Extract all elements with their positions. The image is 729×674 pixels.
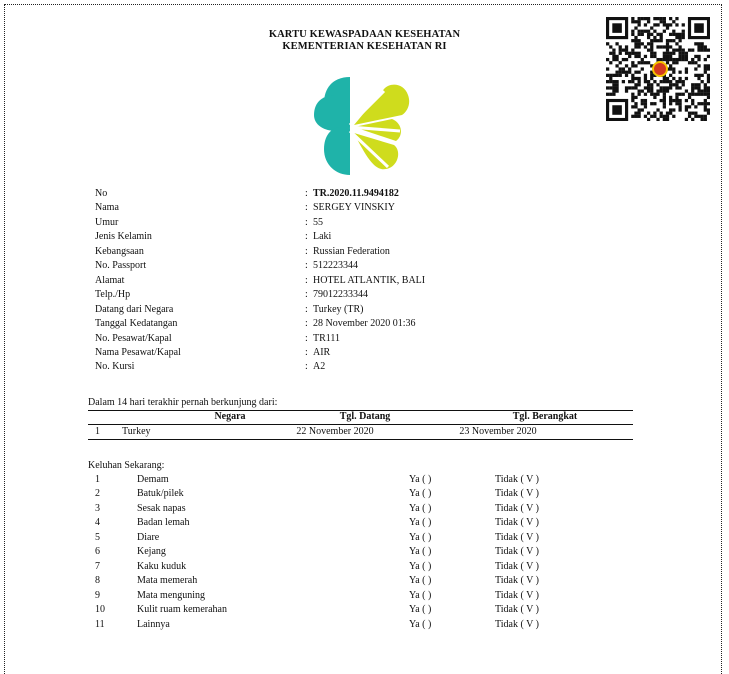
- complaint-name: Kaku kuduk: [137, 561, 187, 572]
- complaint-name: Batuk/pilek: [137, 488, 184, 499]
- complaint-tidak: Tidak ( V ): [495, 474, 539, 485]
- field-label: No. Kursi: [95, 361, 135, 372]
- document-title: KARTU KEWASPADAAN KESEHATAN: [268, 29, 461, 40]
- complaint-name: Badan lemah: [137, 517, 190, 528]
- table-bottom-rule: [88, 439, 633, 440]
- complaint-no: 9: [95, 590, 100, 601]
- complaint-ya: Ya ( ): [409, 619, 432, 630]
- field-colon: :: [305, 289, 308, 300]
- complaints-title: Keluhan Sekarang:: [88, 460, 165, 471]
- complaint-ya: Ya ( ): [409, 561, 432, 572]
- complaint-ya: Ya ( ): [409, 532, 432, 543]
- complaint-no: 6: [95, 546, 100, 557]
- field-value: A2: [313, 361, 326, 372]
- field-label: No. Passport: [95, 260, 147, 271]
- field-label: Jenis Kelamin: [95, 231, 152, 242]
- complaint-no: 2: [95, 488, 100, 499]
- complaint-tidak: Tidak ( V ): [495, 517, 539, 528]
- table-header-rule: [88, 424, 633, 425]
- complaint-tidak: Tidak ( V ): [495, 575, 539, 586]
- document-subtitle: KEMENTERIAN KESEHATAN RI: [282, 41, 447, 52]
- complaint-ya: Ya ( ): [409, 517, 432, 528]
- complaint-name: Sesak napas: [137, 503, 186, 514]
- complaint-ya: Ya ( ): [409, 575, 432, 586]
- visit-row-tgl-berangkat: 23 November 2020: [459, 426, 537, 437]
- field-value: HOTEL ATLANTIK, BALI: [313, 275, 426, 286]
- field-label: Umur: [95, 217, 119, 228]
- complaint-tidak: Tidak ( V ): [495, 546, 539, 557]
- field-value: TR111: [313, 333, 341, 344]
- visit-row-tgl-datang: 22 November 2020: [296, 426, 374, 437]
- complaint-no: 10: [95, 604, 105, 615]
- logo-teal-lower: [324, 127, 350, 175]
- complaint-name: Kejang: [137, 546, 166, 557]
- kemenkes-logo-icon: [310, 75, 412, 177]
- field-colon: :: [305, 318, 308, 329]
- complaint-no: 7: [95, 561, 100, 572]
- complaint-tidak: Tidak ( V ): [495, 503, 539, 514]
- field-label: Alamat: [95, 275, 125, 286]
- field-value: 79012233344: [313, 289, 368, 300]
- logo-lime-top: [354, 85, 409, 125]
- complaint-tidak: Tidak ( V ): [495, 532, 539, 543]
- logo-teal-left: [314, 95, 350, 131]
- complaint-no: 11: [95, 619, 105, 630]
- complaint-no: 8: [95, 575, 100, 586]
- field-colon: :: [305, 188, 308, 199]
- complaint-no: 3: [95, 503, 100, 514]
- complaint-tidak: Tidak ( V ): [495, 619, 539, 630]
- visit-row-negara: Turkey: [122, 426, 151, 437]
- complaint-ya: Ya ( ): [409, 503, 432, 514]
- field-value: 28 November 2020 01:36: [313, 318, 416, 329]
- visit-row-no: 1: [95, 426, 100, 437]
- field-colon: :: [305, 333, 308, 344]
- field-colon: :: [305, 246, 308, 257]
- complaint-name: Diare: [137, 532, 160, 543]
- field-value: Russian Federation: [313, 246, 390, 257]
- field-colon: :: [305, 361, 308, 372]
- col-header-tgl-datang: Tgl. Datang: [339, 411, 391, 422]
- field-value: SERGEY VINSKIY: [313, 202, 395, 213]
- field-label: Tanggal Kedatangan: [95, 318, 178, 329]
- complaint-no: 5: [95, 532, 100, 543]
- field-colon: :: [305, 347, 308, 358]
- complaint-ya: Ya ( ): [409, 604, 432, 615]
- complaint-no: 1: [95, 474, 100, 485]
- complaint-ya: Ya ( ): [409, 488, 432, 499]
- complaint-tidak: Tidak ( V ): [495, 590, 539, 601]
- col-header-tgl-berangkat: Tgl. Berangkat: [512, 411, 578, 422]
- field-label: Telp./Hp: [95, 289, 131, 300]
- complaint-tidak: Tidak ( V ): [495, 561, 539, 572]
- field-value: Laki: [313, 231, 332, 242]
- complaint-tidak: Tidak ( V ): [495, 604, 539, 615]
- field-colon: :: [305, 231, 308, 242]
- complaint-ya: Ya ( ): [409, 474, 432, 485]
- field-label: Nama Pesawat/Kapal: [95, 347, 181, 358]
- field-value: 55: [313, 217, 323, 228]
- complaint-name: Lainnya: [137, 619, 170, 630]
- field-value: Turkey (TR): [313, 304, 364, 315]
- field-label: Nama: [95, 202, 119, 213]
- field-colon: :: [305, 275, 308, 286]
- field-colon: :: [305, 304, 308, 315]
- complaint-name: Kulit ruam kemerahan: [137, 604, 227, 615]
- field-colon: :: [305, 260, 308, 271]
- field-label: Kebangsaan: [95, 246, 144, 257]
- field-label: No: [95, 188, 108, 199]
- field-value: TR.2020.11.9494182: [313, 188, 399, 199]
- field-value: AIR: [313, 347, 331, 358]
- visit-intro: Dalam 14 hari terakhir pernah berkunjung dari:: [88, 397, 278, 408]
- complaint-no: 4: [95, 517, 100, 528]
- qr-badge-icon: [653, 62, 667, 76]
- complaint-name: Mata menguning: [137, 590, 206, 601]
- complaint-name: Mata memerah: [137, 575, 198, 586]
- complaint-ya: Ya ( ): [409, 590, 432, 601]
- complaint-tidak: Tidak ( V ): [495, 488, 539, 499]
- field-colon: :: [305, 202, 308, 213]
- field-colon: :: [305, 217, 308, 228]
- qr-code-icon: [606, 17, 710, 121]
- field-label: No. Pesawat/Kapal: [95, 333, 172, 344]
- complaint-name: Demam: [137, 474, 169, 485]
- field-label: Datang dari Negara: [95, 304, 174, 315]
- field-value: 512223344: [313, 260, 358, 271]
- complaint-ya: Ya ( ): [409, 546, 432, 557]
- col-header-negara: Negara: [214, 411, 246, 422]
